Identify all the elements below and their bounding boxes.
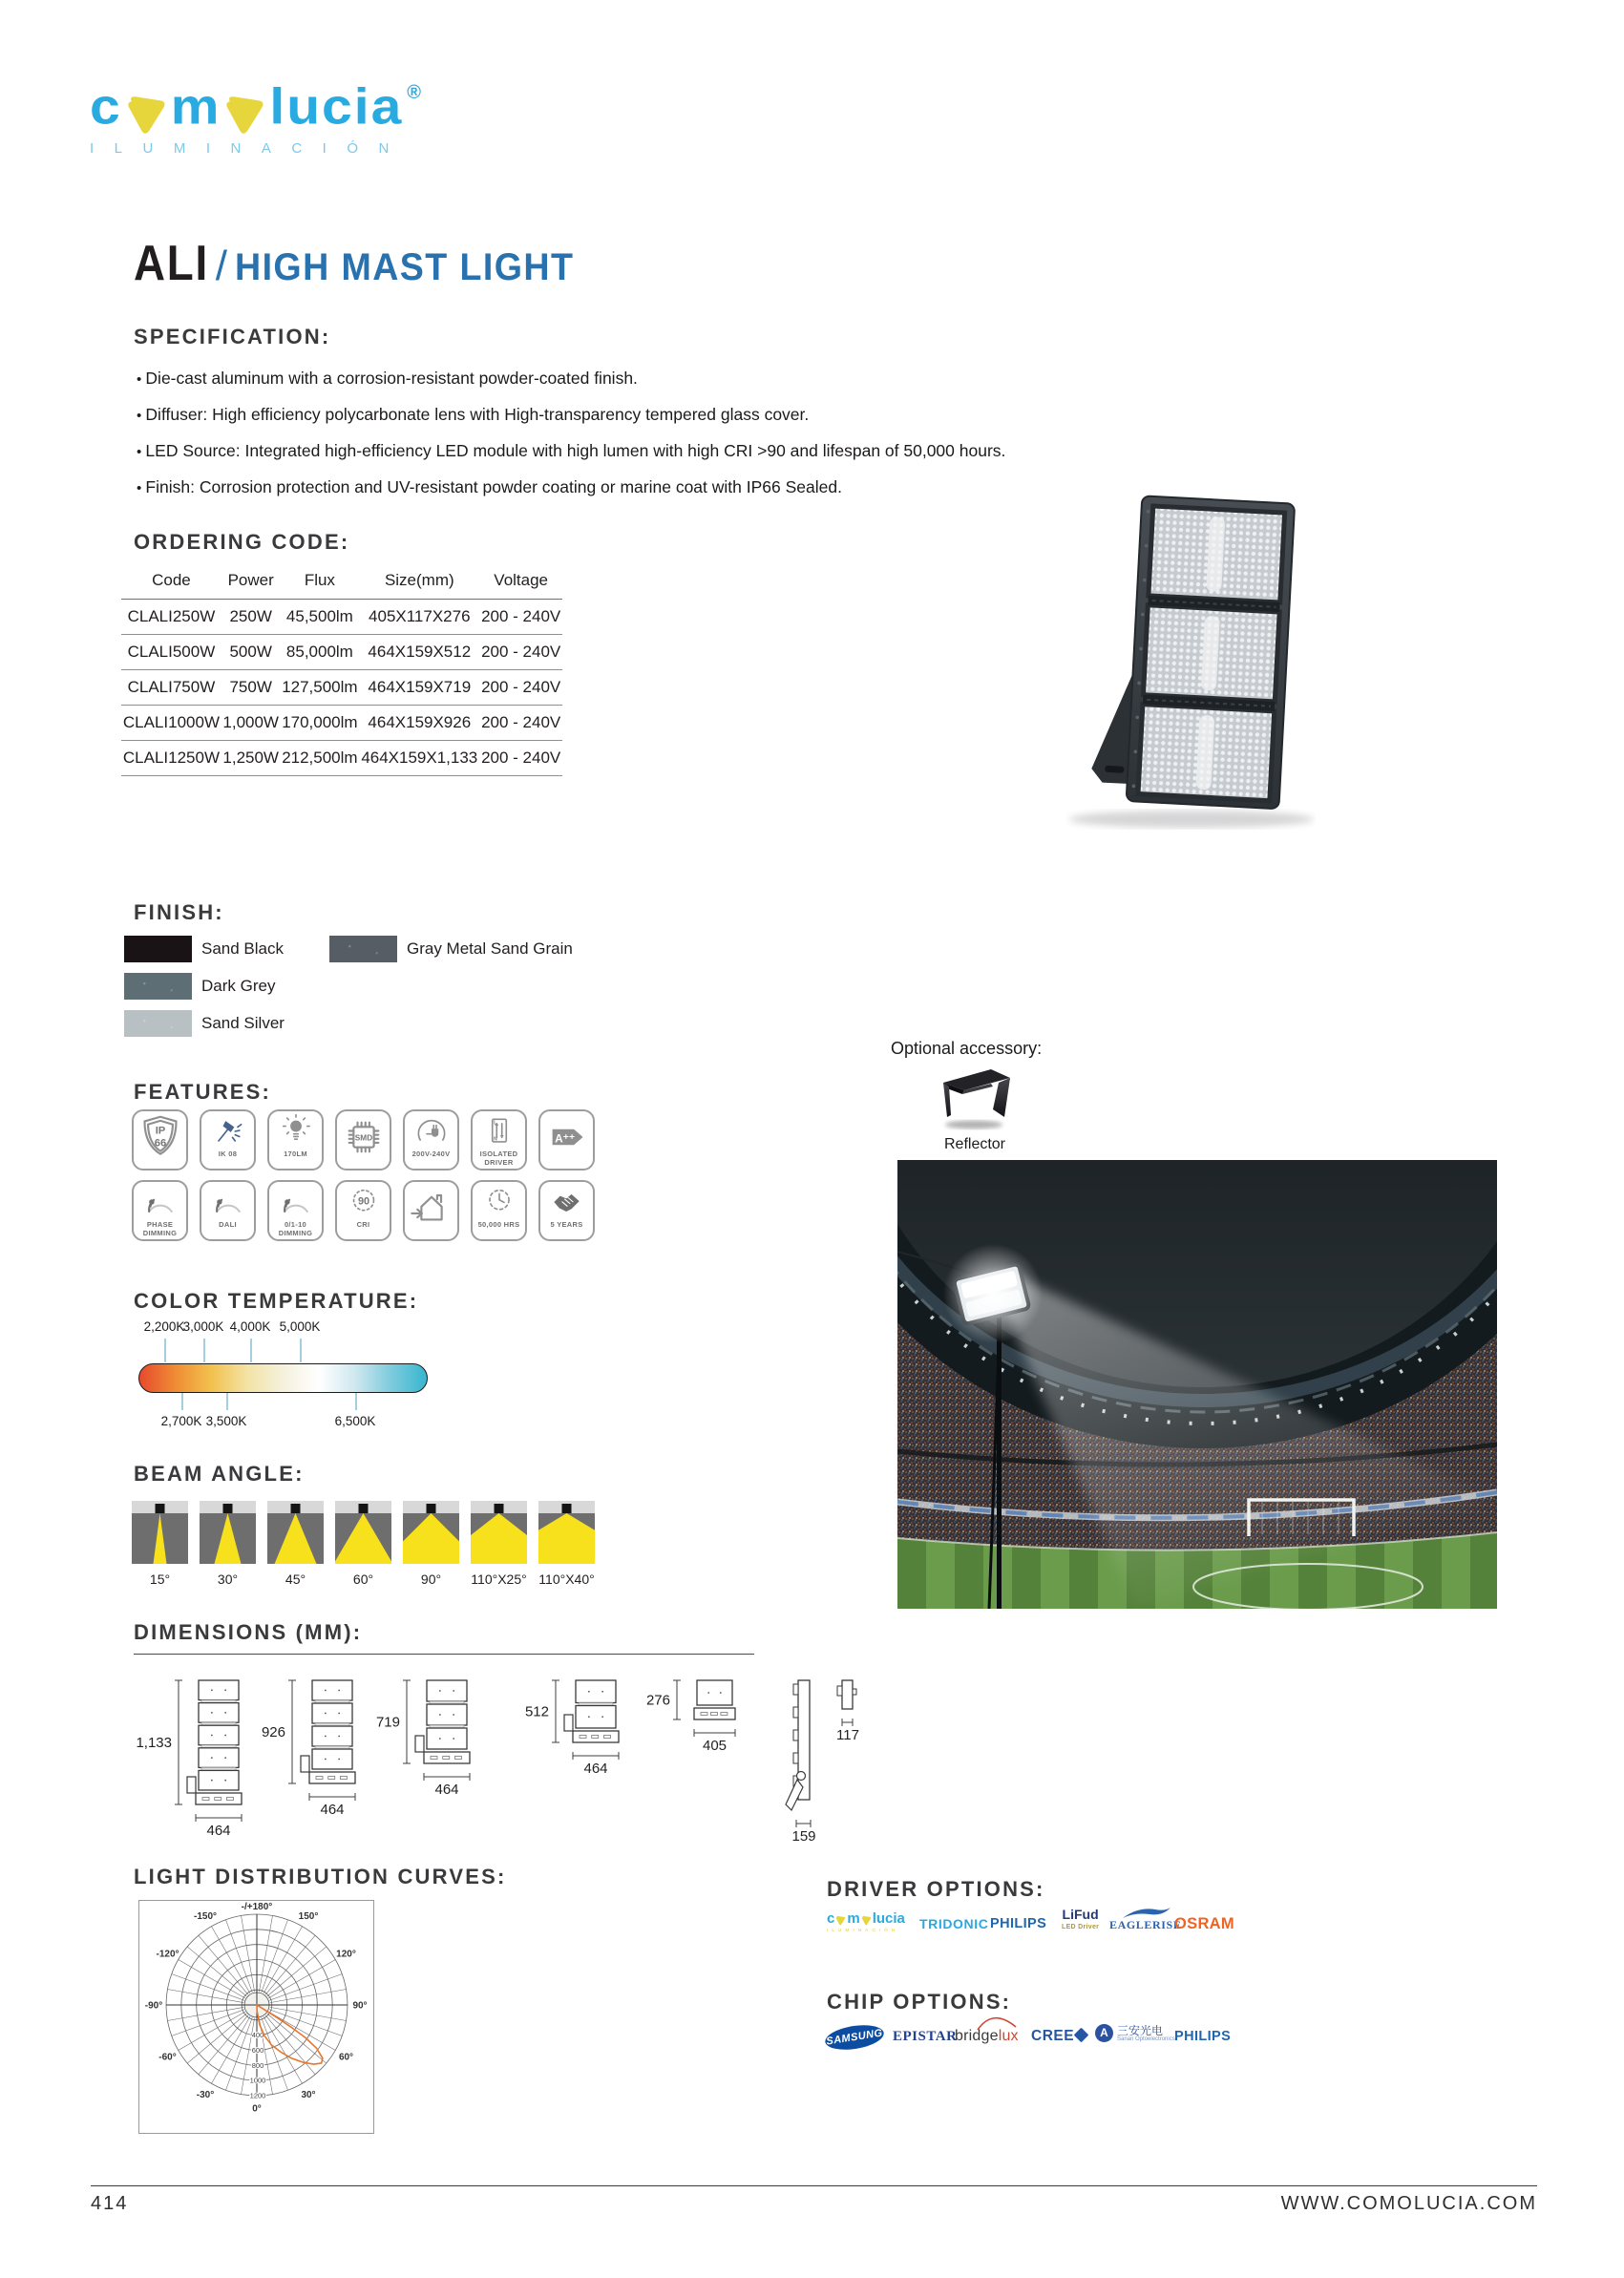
table-cell: 500W [221,635,281,670]
table-column-header: Flux [281,563,360,600]
ct-label: 5,000K [279,1319,321,1334]
feature-label: 5 YEARS [550,1220,583,1229]
svg-text:-60°: -60° [158,2052,177,2063]
feature-dimming-0-1-10-dial-cell [267,1180,324,1241]
svg-text:120°: 120° [336,1949,356,1960]
feature-energy-class-cell [538,1109,595,1171]
beam-angle-heading: BEAM ANGLE: [134,1462,305,1486]
chip-options-heading: CHIP OPTIONS: [827,1990,1012,2014]
table-cell: 200 - 240V [479,635,562,670]
svg-text:159: 159 [791,1828,816,1845]
specification-bullet: • LED Source: Integrated high-efficiency LED module with high lumen with high CRI >90 and lifespan of 50,000 hours. [137,433,1005,470]
beam-cone-icon [538,1501,595,1564]
table-header-row [121,563,562,600]
energy-class-icon [542,1112,592,1162]
table-cell: 750W [221,670,281,706]
philips-chip-logo: PHILIPS [1174,2029,1232,2044]
light-distribution-chart [138,1900,374,2139]
table-column-header: Code [121,563,221,600]
product-type: HIGH MAST LIGHT [235,246,575,288]
registered-mark: ® [407,82,424,103]
table-cell: 200 - 240V [479,741,562,776]
table-column-header: Size(mm) [359,563,479,600]
dali-dial-icon [209,1183,247,1221]
svg-text:464: 464 [434,1782,459,1798]
feature-label: 50,000 HRS [477,1220,520,1229]
svg-text:-30°: -30° [196,2090,215,2100]
stadium-image [897,1160,1497,1614]
ct-tick [226,1393,228,1410]
table-row [121,706,562,741]
table-cell: 464X159X1,133 [359,741,479,776]
table-row [121,635,562,670]
svg-text:-150°: -150° [193,1911,218,1922]
epistar-logo: EPISTAR [893,2029,958,2044]
specification-heading: SPECIFICATION: [134,325,331,348]
logo-triangle-icon [835,1915,846,1926]
optional-accessory-heading: Optional accessory: [891,1039,1043,1058]
polar-diagram-svg [138,1900,374,2134]
feature-phase-dimming-dial-cell [132,1180,188,1241]
dimension-drawing-svg [119,1673,883,1864]
osram-logo: OSRAM [1174,1915,1234,1932]
samsung-logo: SAMSUNG [824,2021,886,2053]
ct-label: 2,700K [160,1414,202,1428]
feature-label: CRI [356,1220,370,1229]
feature-house-cell [403,1180,459,1241]
smd-chip-icon [339,1112,389,1162]
svg-text:1000: 1000 [249,2076,266,2085]
footer-divider [91,2185,1537,2186]
isolated-driver-icon [480,1112,518,1150]
ct-label: 2,200K [143,1319,185,1334]
feature-label: IK 08 [218,1150,238,1158]
eaglerise-swoosh-icon [1119,1906,1172,1919]
finish-swatch [124,973,192,1000]
page-number: 414 [91,2193,129,2214]
table-cell: 200 - 240V [479,600,562,635]
feature-label: DALI [219,1220,237,1229]
feature-dali-dial-cell [200,1180,256,1241]
beam-cone-icon [132,1501,188,1564]
bridgelux-part2: lux [998,2028,1019,2044]
logo-subtitle: ILUMINACIÓN [827,1927,899,1932]
feature-voltage-plug-cell [403,1109,459,1171]
beam-cone-icon [335,1501,391,1564]
beam-angle-tile [200,1501,256,1569]
brand-logo [90,80,423,157]
eaglerise-wordmark: EAGLERISE [1109,1918,1182,1931]
ct-tick [164,1339,166,1362]
table-cell: CLALI1250W [121,741,221,776]
svg-text:400: 400 [251,2031,264,2040]
dimensions-divider [134,1654,754,1655]
beam-cone-icon [200,1501,256,1564]
svg-text:512: 512 [524,1703,549,1720]
beam-angle-tile [132,1501,188,1569]
driver-logos-row [827,1906,1247,1950]
table-row [121,741,562,776]
philips-driver-logo: PHILIPS [990,1916,1047,1931]
svg-text:L: L [493,1120,496,1127]
beam-angle-tile [471,1501,527,1569]
svg-text:66: 66 [154,1137,166,1150]
table-cell: CLALI250W [121,600,221,635]
table-cell: 170,000lm [281,706,360,741]
svg-text:276: 276 [645,1692,670,1709]
ct-tick [250,1339,252,1362]
beam-angle-label: 60° [352,1571,374,1587]
wordmark-letter: m [847,1910,860,1927]
specification-list [137,361,1005,506]
cri-icon [345,1183,383,1221]
ordering-code-table [121,563,562,776]
lifud-logo [1062,1909,1099,1933]
table-cell: 1,250W [221,741,281,776]
comolucia-driver-logo [827,1911,905,1932]
distribution-heading: LIGHT DISTRIBUTION CURVES: [134,1865,507,1888]
svg-text:150°: 150° [298,1911,319,1922]
finish-swatches [124,936,697,1050]
lumen-bulb-icon [277,1112,315,1150]
table-cell: 127,500lm [281,670,360,706]
wordmark-letter: c [90,78,122,136]
beam-angle-label: 30° [217,1571,239,1587]
finish-swatch [124,1010,192,1037]
svg-text:60°: 60° [338,2052,354,2063]
feature-lumen-bulb-cell [267,1109,324,1171]
logo-triangle-icon [223,93,266,137]
beam-angle-label: 110°X40° [538,1571,595,1587]
ik08-hammer-icon [209,1112,247,1150]
title-separator: / [215,243,227,289]
svg-text:926: 926 [261,1724,285,1740]
logo-triangle-icon [861,1915,872,1926]
table-cell: 464X159X512 [359,635,479,670]
feature-ik08-hammer-cell [200,1109,256,1171]
ip66-shield-icon [136,1112,185,1162]
svg-text:N: N [493,1136,497,1143]
features-heading: FEATURES: [134,1080,272,1104]
finish-swatch-label: Gray Metal Sand Grain [407,939,573,958]
finish-swatch-label: Dark Grey [201,977,276,995]
driver-options-heading: DRIVER OPTIONS: [827,1877,1045,1901]
svg-text:1200: 1200 [249,2091,266,2100]
feature-ip66-shield-cell [132,1109,188,1171]
table-cell: 250W [221,600,281,635]
beam-cone-icon [403,1501,459,1564]
table-cell: CLALI750W [121,670,221,706]
tridonic-logo: TRIDONIC [919,1916,989,1931]
finish-heading: FINISH: [134,900,224,924]
svg-text:405: 405 [702,1738,728,1754]
svg-text:0°: 0° [252,2103,262,2115]
bridgelux-arc-icon [976,2015,1018,2031]
floodlight-image [1058,487,1316,836]
wordmark-letter: lucia [872,1910,905,1927]
table-cell: CLALI1000W [121,706,221,741]
ct-tick [203,1339,205,1362]
ct-tick [181,1393,183,1410]
beam-angle-tile [403,1501,459,1569]
lifud-wordmark: LiFud [1062,1907,1099,1922]
beam-angle-tile [335,1501,391,1569]
eaglerise-logo [1109,1906,1181,1930]
feature-warranty-handshake-cell [538,1180,595,1241]
sanan-subtitle: Sanan Optoelectronics [1117,2035,1175,2042]
color-temperature-heading: COLOR TEMPERATURE: [134,1289,419,1313]
specification-bullet: • Die-cast aluminum with a corrosion-resistant powder-coated finish. [137,361,1005,397]
feature-lifetime-clock-cell [471,1180,527,1241]
ct-label: 3,500K [205,1414,247,1428]
ordering-code-heading: ORDERING CODE: [134,530,350,554]
specification-bullet: • Finish: Corrosion protection and UV-resistant powder coating or marine coat with IP66 Sealed. [137,470,1005,506]
voltage-plug-icon [412,1112,451,1150]
feature-isolated-driver-cell [471,1109,527,1171]
house-icon [407,1183,456,1233]
table-cell: 1,000W [221,706,281,741]
svg-text:464: 464 [583,1761,608,1777]
svg-text:90°: 90° [352,2000,368,2012]
wordmark-letter: c [827,1910,835,1927]
beam-angle-label: 90° [420,1571,442,1587]
ct-tick [300,1339,302,1362]
beam-angle-tile [267,1501,324,1569]
table-cell: 405X117X276 [359,600,479,635]
feature-cri-cell [335,1180,391,1241]
table-cell: 200 - 240V [479,670,562,706]
beam-angle-label: 110°X25° [471,1571,527,1587]
svg-text:30°: 30° [301,2090,316,2100]
ct-tick [355,1393,357,1410]
beam-angle-tile [538,1501,595,1569]
lifetime-clock-icon [480,1183,518,1221]
brand-wordmark [90,80,423,135]
feature-label: 0/1-10 DIMMING [278,1220,313,1237]
lifud-subtitle: LED Driver [1062,1924,1100,1930]
cree-logo [1031,2028,1086,2045]
finish-swatch-label: Sand Black [201,939,284,958]
svg-text:800: 800 [251,2060,264,2070]
beam-angle-label: 45° [285,1571,306,1587]
table-cell: 200 - 240V [479,706,562,741]
ct-label: 3,000K [182,1319,224,1334]
product-photo [1058,487,1316,841]
ct-label: 4,000K [229,1319,271,1334]
feature-label: PHASE DIMMING [142,1220,178,1237]
svg-text:-/+180°: -/+180° [241,1902,273,1912]
reflector-label: Reflector [943,1136,1006,1152]
beam-angle-label: 15° [149,1571,171,1587]
feature-smd-chip-cell [335,1109,391,1171]
sanan-logo [1095,2024,1175,2042]
feature-label: 170LM [284,1150,307,1158]
table-row [121,600,562,635]
svg-text:-90°: -90° [144,2000,163,2012]
table-cell: 464X159X719 [359,670,479,706]
table-cell: 212,500lm [281,741,360,776]
beam-cone-icon [267,1501,324,1564]
svg-text:600: 600 [251,2046,264,2055]
phase-dimming-dial-icon [141,1183,179,1221]
svg-text:SMD: SMD [354,1133,372,1143]
dimensions-heading: DIMENSIONS (MM): [134,1620,363,1644]
table-cell: 45,500lm [281,600,360,635]
color-temperature-scale [138,1319,428,1429]
table-column-header: Power [221,563,281,600]
svg-text:464: 464 [320,1802,345,1818]
svg-text:90: 90 [357,1195,369,1208]
wordmark-letter: lucia [269,78,404,136]
svg-text:1,133: 1,133 [136,1735,172,1751]
bridgelux-logo [955,2028,1019,2045]
sanan-monogram-icon: A [1095,2024,1113,2042]
table-cell: CLALI500W [121,635,221,670]
feature-label: 200V-240V [411,1150,451,1158]
finish-swatch-label: Sand Silver [201,1014,285,1032]
wordmark-letter: m [170,78,221,136]
table-cell: 85,000lm [281,635,360,670]
website-url: WWW.COMOLUCIA.COM [1280,2193,1537,2214]
cree-diamond-icon [1074,2028,1089,2043]
brand-subtitle: ILUMINACIÓN [90,140,410,157]
table-cell: 464X159X926 [359,706,479,741]
svg-text:IP: IP [155,1125,165,1137]
beam-cone-icon [471,1501,527,1564]
logo-triangle-icon [125,93,168,137]
sanan-wordmark: 三安光电 [1117,2023,1164,2037]
svg-text:-120°: -120° [156,1949,179,1960]
svg-text:719: 719 [375,1714,400,1731]
table-column-header: Voltage [479,563,562,600]
color-temperature-bar [138,1363,428,1393]
dimension-drawings [119,1673,883,1868]
specification-bullet: • Diffuser: High efficiency polycarbonate lens with High-transparency tempered glass cover. [137,397,1005,433]
table-row [121,670,562,706]
chip-logos-row [827,2016,1247,2064]
ct-label: 6,500K [334,1414,376,1428]
svg-text:117: 117 [836,1727,859,1743]
reflector-image [934,1062,1016,1137]
svg-text:464: 464 [206,1823,231,1839]
svg-text:A⁺⁺: A⁺⁺ [554,1131,575,1146]
dimming-0-1-10-dial-icon [277,1183,315,1221]
feature-label: ISOLATED DRIVER [479,1150,518,1167]
page-title [134,235,596,292]
product-model: ALI [134,236,209,291]
cree-wordmark: CREE [1031,2028,1075,2044]
warranty-handshake-icon [548,1183,586,1221]
finish-swatch [124,936,192,962]
finish-swatch [329,936,397,962]
bridgelux-part1: bridge [955,2028,999,2044]
